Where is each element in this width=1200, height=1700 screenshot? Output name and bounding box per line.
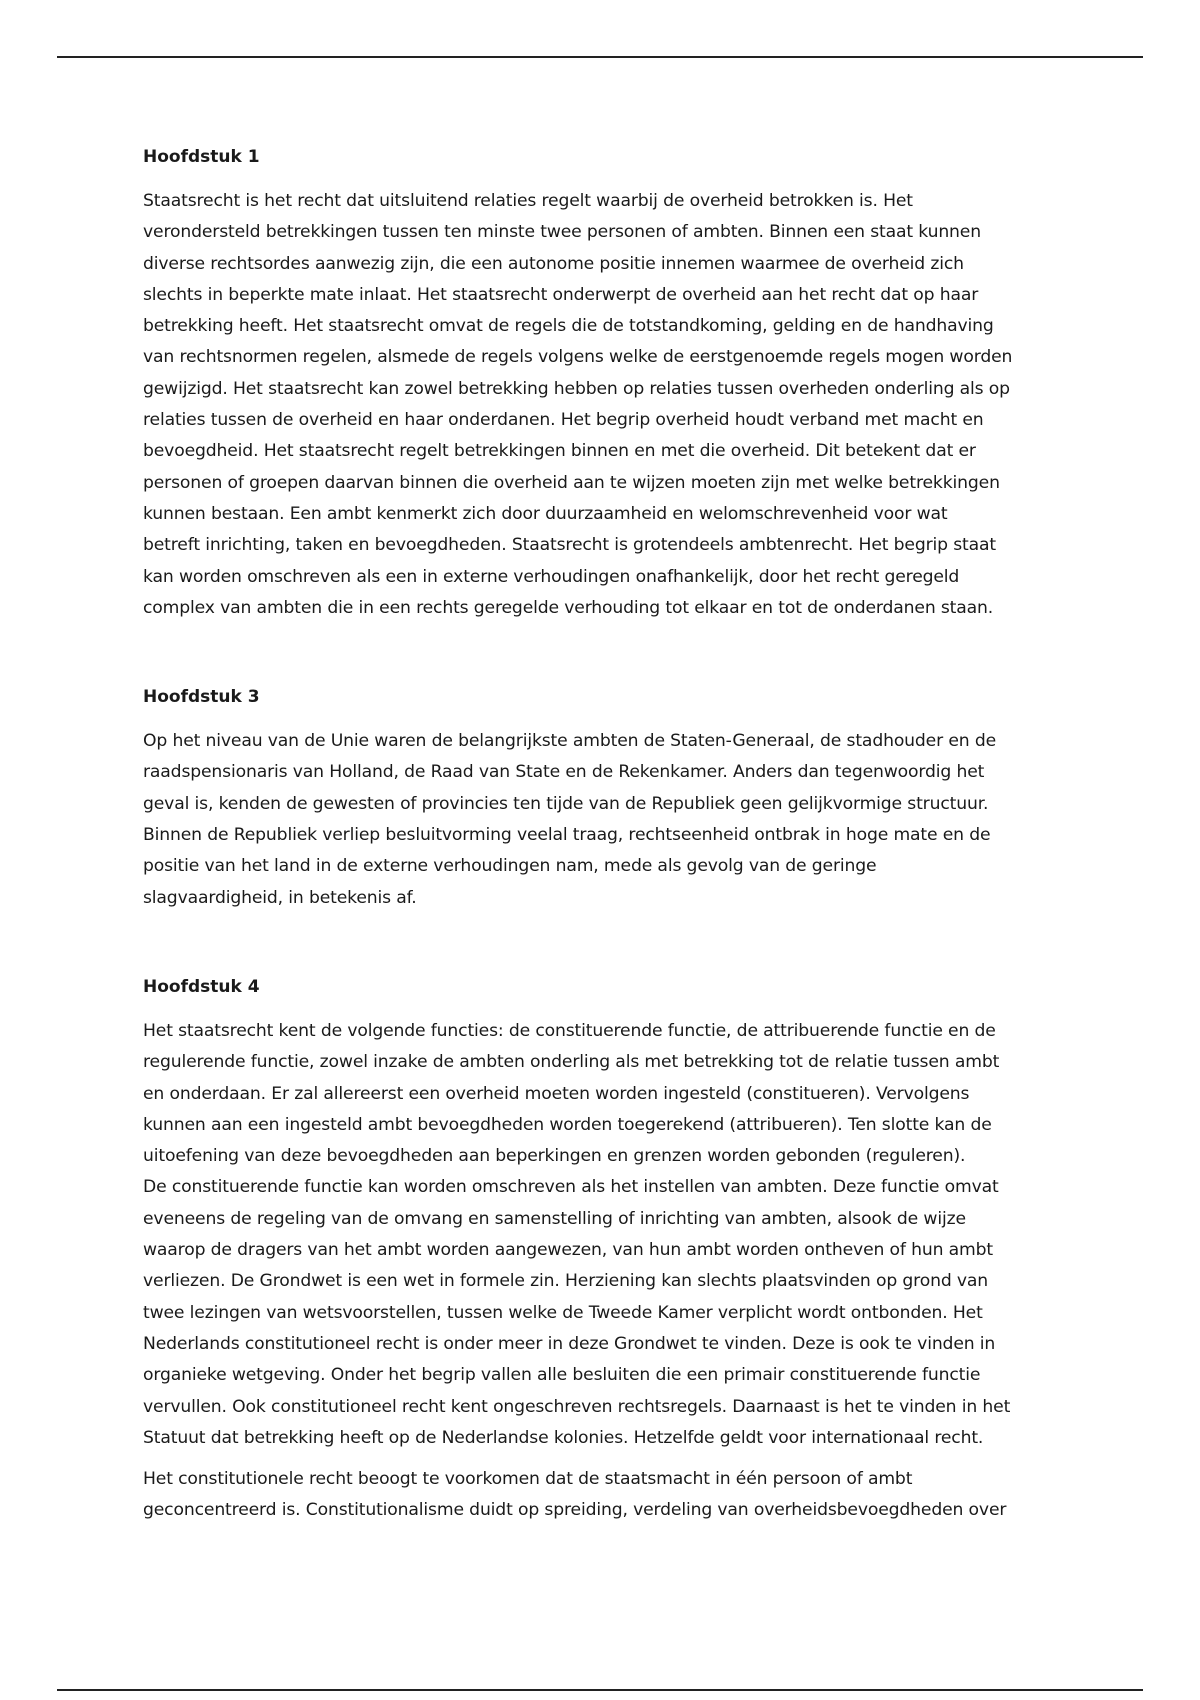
text-line: Nederlands constitutioneel recht is onder meer in deze Grondwet te vinden. Deze is ook te vinden in xyxy=(143,1333,996,1354)
paragraph xyxy=(143,186,1068,624)
text-line: verondersteld betrekkingen tussen ten minste twee personen of ambten. Binnen een staat kunnen xyxy=(143,222,981,243)
text-line: uitoefening van deze bevoegdheden aan beperkingen en grenzen worden gebonden (reguleren). xyxy=(143,1146,966,1167)
section-heading: Hoofdstuk 3 xyxy=(143,687,260,708)
text-line: gewijzigd. Het staatsrecht kan zowel betrekking hebben op relaties tussen overheden onderling als op xyxy=(143,378,1010,399)
text-line: bevoegdheid. Het staatsrecht regelt betrekkingen binnen en met die overheid. Dit betekent dat er xyxy=(143,441,976,462)
text-line: betrekking heeft. Het staatsrecht omvat de regels die de totstandkoming, gelding en de handhaving xyxy=(143,316,994,337)
text-line: kunnen bestaan. Een ambt kenmerkt zich door duurzaamheid en welomschrevenheid voor wat xyxy=(143,503,948,524)
text-line: twee lezingen van wetsvoorstellen, tussen welke de Tweede Kamer verplicht wordt ontbonden. Het xyxy=(143,1302,983,1323)
text-line: personen of groepen daarvan binnen die overheid aan te wijzen moeten zijn met welke betrekkingen xyxy=(143,472,1000,493)
section-heading: Hoofdstuk 4 xyxy=(143,976,260,997)
text-line: geval is, kenden de gewesten of provincies ten tijde van de Republiek geen gelijkvormige structuur. xyxy=(143,793,989,814)
text-line: raadspensionaris van Holland, de Raad van State en de Rekenkamer. Anders dan tegenwoordig het xyxy=(143,762,985,783)
text-line: Op het niveau van de Unie waren de belangrijkste ambten de Staten-Generaal, de stadhouder en de xyxy=(143,731,997,752)
header-rule xyxy=(57,56,1143,58)
text-line: geconcentreerd is. Constitutionalisme duidt op spreiding, verdeling van overheidsbevoegdheden over xyxy=(143,1500,1007,1521)
text-line: en onderdaan. Er zal allereerst een overheid moeten worden ingesteld (constitueren). Vervolgens xyxy=(143,1083,970,1104)
text-line: Het staatsrecht kent de volgende functies: de constituerende functie, de attribuerende functie en de xyxy=(143,1020,996,1041)
text-line: De constituerende functie kan worden omschreven als het instellen van ambten. Deze functie omvat xyxy=(143,1177,999,1198)
text-line: slechts in beperkte mate inlaat. Het staatsrecht onderwerpt de overheid aan het recht dat op haar xyxy=(143,284,979,305)
section-2 xyxy=(143,682,1068,914)
section-heading: Hoofdstuk 1 xyxy=(143,147,260,167)
text-line: positie van het land in de externe verhoudingen nam, mede als gevolg van de geringe xyxy=(143,856,877,877)
text-line: Binnen de Republiek verliep besluitvorming veelal traag, rechtseenheid ontbrak in hoge mate en de xyxy=(143,825,991,846)
document-body xyxy=(143,142,1068,1537)
paragraph xyxy=(143,1464,1068,1527)
footer-rule xyxy=(57,1689,1143,1691)
section-spacer xyxy=(143,634,1068,682)
text-line: kan worden omschreven als een in externe verhoudingen onafhankelijk, door het recht geregeld xyxy=(143,566,960,587)
text-line: organieke wetgeving. Onder het begrip vallen alle besluiten die een primair constituerende functie xyxy=(143,1365,981,1386)
text-line: complex van ambten die in een rechts geregelde verhouding tot elkaar en tot de onderdanen staan. xyxy=(143,597,994,618)
text-line: Staatsrecht is het recht dat uitsluitend relaties regelt waarbij de overheid betrokken is. Het xyxy=(143,191,913,211)
text-line: waarop de dragers van het ambt worden aangewezen, van hun ambt worden ontheven of hun ambt xyxy=(143,1240,993,1261)
text-line: eveneens de regeling van de omvang en samenstelling of inrichting van ambten, alsook de wijze xyxy=(143,1208,966,1229)
text-line: Het constitutionele recht beoogt te voorkomen dat de staatsmacht in één persoon of ambt xyxy=(143,1469,913,1490)
text-line: relaties tussen de overheid en haar onderdanen. Het begrip overheid houdt verband met macht en xyxy=(143,410,984,431)
text-line: betreft inrichting, taken en bevoegdheden. Staatsrecht is grotendeels ambtenrecht. Het begrip staat xyxy=(143,535,996,556)
section-3 xyxy=(143,972,1068,1527)
section-1 xyxy=(143,142,1068,624)
text-line: vervullen. Ook constitutioneel recht kent ongeschreven rechtsregels. Daarnaast is het te vinden in het xyxy=(143,1396,1011,1417)
section-spacer xyxy=(143,924,1068,972)
text-line: kunnen aan een ingesteld ambt bevoegdheden worden toegerekend (attribueren). Ten slotte kan de xyxy=(143,1114,992,1135)
text-line: verliezen. De Grondwet is een wet in formele zin. Herziening kan slechts plaatsvinden op grond van xyxy=(143,1271,989,1292)
text-line: regulerende functie, zowel inzake de ambten onderling als met betrekking tot de relatie tussen ambt xyxy=(143,1052,1000,1073)
text-line: Statuut dat betrekking heeft op de Nederlandse kolonies. Hetzelfde geldt voor internationaal recht. xyxy=(143,1427,984,1448)
text-line: van rechtsnormen regelen, alsmede de regels volgens welke de eerstgenoemde regels mogen worden xyxy=(143,347,1013,368)
paragraph xyxy=(143,726,1068,914)
text-line: slagvaardigheid, in betekenis af. xyxy=(143,887,417,908)
text-line: diverse rechtsordes aanwezig zijn, die een autonome positie innemen waarmee de overheid zich xyxy=(143,253,964,274)
paragraph xyxy=(143,1016,1068,1454)
